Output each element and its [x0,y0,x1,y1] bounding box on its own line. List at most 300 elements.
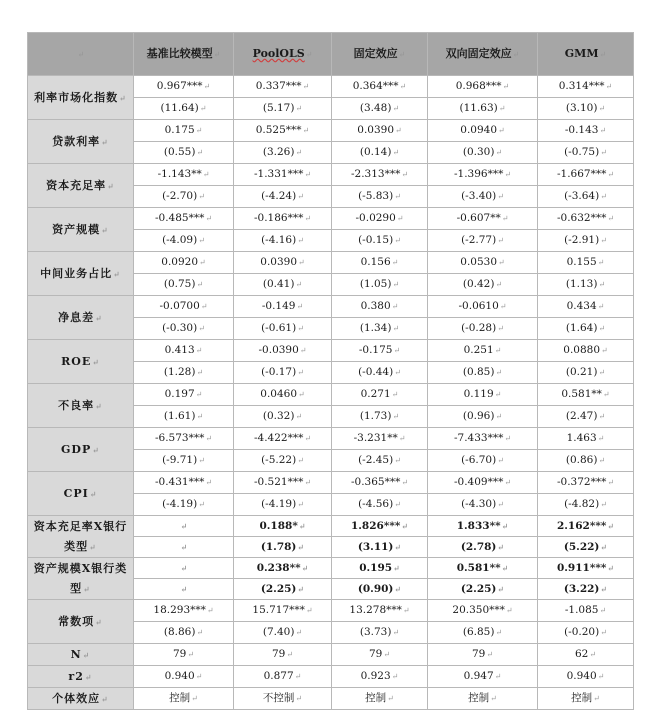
table-row [28,208,634,230]
paragraph-mark-icon: ↵ [295,280,303,289]
t-stat-cell-text: (-3.40) [461,190,497,202]
coefficient-cell [234,340,332,362]
coefficient-cell-text: -0.175 [358,344,393,356]
t-stat-cell [428,274,538,296]
paragraph-mark-icon: ↵ [113,268,121,279]
coefficient-cell-text: 0.0460 [260,388,298,400]
paragraph-mark-icon: ↵ [495,628,503,637]
paragraph-mark-icon: ↵ [600,542,608,552]
paragraph-mark-icon: ↵ [295,412,303,421]
coefficient-cell [134,384,234,406]
value-cell [428,666,538,688]
t-stat-cell-text: (-0.20) [564,626,600,638]
t-stat-cell [332,537,428,558]
coefficient-cell-text: -1.143** [157,168,202,180]
value-cell-text: 控制 [571,692,593,704]
coefficient-cell [538,558,634,579]
coefficient-cell [428,384,538,406]
coefficient-cell-text: 0.413 [164,344,195,356]
t-stat-cell [538,450,634,472]
t-stat-cell-text: (0.55) [163,146,196,158]
paragraph-mark-icon: ↵ [600,500,607,509]
t-stat-cell [234,362,332,384]
t-stat-cell [234,318,332,340]
t-stat-cell-text: (0.21) [565,366,598,378]
paragraph-mark-icon: ↵ [497,324,504,333]
coefficient-cell-text: 0.251 [463,344,494,356]
value-cell-text: 控制 [468,692,490,704]
paragraph-mark-icon: ↵ [504,434,512,443]
paragraph-mark-icon: ↵ [297,368,304,377]
table-row [28,558,634,579]
row-label [28,208,134,252]
coefficient-cell [332,600,428,622]
t-stat-cell [332,318,428,340]
paragraph-mark-icon: ↵ [399,82,407,91]
coefficient-cell-text: -3.231** [353,432,398,444]
value-cell [428,644,538,666]
header-cell-variable: ↵ [28,33,134,76]
t-stat-cell-text: (1.05) [359,278,392,290]
t-stat-cell-text: (-0.28) [461,322,497,334]
coefficient-cell [332,428,428,450]
paragraph-mark-icon: ↵ [598,412,606,421]
t-stat-cell [234,406,332,428]
paragraph-mark-icon: ↵ [195,672,203,681]
coefficient-cell-text: -2.313*** [350,168,401,180]
paragraph-mark-icon: ↵ [205,434,213,443]
value-cell-text: 79 [471,648,486,660]
t-stat-cell-text: (-4.82) [564,498,600,510]
coefficient-cell-text: 0.195 [359,562,393,574]
t-stat-cell-text: (0.96) [462,410,495,422]
paragraph-mark-icon: ↵ [297,324,304,333]
paragraph-mark-icon: ↵ [95,312,103,323]
header-row [28,33,634,76]
header-cell-gmm: GMM↵ [538,33,634,76]
paragraph-mark-icon: ↵ [589,650,597,659]
paragraph-mark-icon: ↵ [601,346,608,355]
coefficient-cell-text: 0.238** [256,562,301,574]
value-cell [332,688,428,710]
t-stat-cell-text: (2.25) [260,583,297,595]
paragraph-mark-icon: ↵ [598,324,606,333]
t-stat-cell [234,622,332,644]
coefficient-cell [332,252,428,274]
row-label [28,296,134,340]
coefficient-cell [538,296,634,318]
value-cell-text: 79 [368,648,383,660]
paragraph-mark-icon: ↵ [599,126,607,135]
t-stat-cell-text: (-0.30) [162,322,198,334]
paragraph-mark-icon: ↵ [294,672,302,681]
coefficient-cell-text: 2.162*** [556,520,607,532]
value-cell [332,666,428,688]
t-stat-cell [234,450,332,472]
coefficient-cell-text: 15.717*** [252,604,305,616]
table-body [28,76,634,710]
coefficient-cell-text: -0.607** [456,212,501,224]
paragraph-mark-icon: ↵ [297,542,305,552]
t-stat-cell-text: (1.61) [163,410,196,422]
coefficient-cell-text: 0.581** [561,388,602,400]
t-stat-cell [428,450,538,472]
paragraph-mark-icon: ↵ [607,563,615,573]
paragraph-mark-icon: ↵ [497,584,505,594]
paragraph-mark-icon: ↵ [494,346,502,355]
row-label-text: 中间业务占比 [40,266,113,280]
paragraph-mark-icon: ↵ [401,521,409,531]
coefficient-cell-text: 0.525*** [255,124,302,136]
paragraph-mark-icon: ↵ [392,628,400,637]
t-stat-cell [134,186,234,208]
value-cell-text: 62 [574,648,589,660]
t-stat-cell [428,186,538,208]
paragraph-mark-icon: ↵ [198,236,205,245]
coefficient-cell-text: -6.573*** [154,432,205,444]
t-stat-cell-text: (-2.70) [162,190,198,202]
t-stat-cell-text: (-0.44) [358,366,394,378]
paragraph-mark-icon: ↵ [196,628,204,637]
paragraph-mark-icon: ↵ [497,456,504,465]
coefficient-cell [538,472,634,494]
t-stat-cell-text: (0.90) [357,583,394,595]
table-row [28,164,634,186]
t-stat-cell-text: (3.11) [357,541,394,553]
paragraph-mark-icon: ↵ [295,104,303,113]
coefficient-cell-text: -0.632*** [556,212,607,224]
coefficient-cell [428,428,538,450]
value-cell [538,644,634,666]
t-stat-cell [332,450,428,472]
t-stat-cell [234,142,332,164]
paragraph-mark-icon: ↵ [394,236,401,245]
coefficient-cell-text: 0.155 [566,256,597,268]
value-cell [134,644,234,666]
coefficient-cell-text: -0.0290 [355,212,396,224]
paragraph-mark-icon: ↵ [600,192,607,201]
coefficient-cell [134,120,234,142]
paragraph-mark-icon: ↵ [199,258,206,267]
row-label [28,666,134,688]
paragraph-mark-icon: ↵ [180,584,188,594]
paragraph-mark-icon: ↵ [95,400,103,411]
paragraph-mark-icon: ↵ [195,390,203,399]
paragraph-mark-icon: ↵ [198,500,205,509]
coefficient-cell [538,120,634,142]
t-stat-cell [134,142,234,164]
paragraph-mark-icon: ↵ [392,280,400,289]
coefficient-cell [428,516,538,537]
paragraph-mark-icon: ↵ [92,356,100,367]
value-cell-text: 控制 [169,692,191,704]
coefficient-cell-text: 0.968*** [455,80,502,92]
table-row [28,296,634,318]
paragraph-mark-icon: ↵ [296,302,304,311]
coefficient-cell [428,164,538,186]
coefficient-cell [428,340,538,362]
t-stat-cell [234,98,332,120]
coefficient-cell [234,208,332,230]
coefficient-cell [234,252,332,274]
value-cell [332,644,428,666]
paragraph-mark-icon: ↵ [598,280,606,289]
paragraph-mark-icon: ↵ [286,650,294,659]
paragraph-mark-icon: ↵ [391,302,399,311]
t-stat-cell-text: (-4.19) [261,498,297,510]
t-stat-cell [234,537,332,558]
coefficient-cell [234,76,332,98]
row-label-text: GDP [61,442,92,456]
paragraph-mark-icon: ↵ [486,650,494,659]
coefficient-cell [332,164,428,186]
table-row [28,688,634,710]
paragraph-mark-icon: ↵ [402,606,410,615]
t-stat-cell-text: (-2.77) [461,234,497,246]
t-stat-cell [538,579,634,600]
paragraph-mark-icon: ↵ [501,563,509,573]
t-stat-cell-text: (2.78) [460,541,497,553]
t-stat-cell [134,450,234,472]
paragraph-mark-icon: ↵ [394,584,402,594]
t-stat-cell-text: (0.86) [565,454,598,466]
row-label-text: 常数项 [58,614,95,628]
coefficient-cell [134,340,234,362]
t-stat-cell-text: (0.41) [262,278,295,290]
coefficient-cell-text: 0.364*** [352,80,399,92]
coefficient-cell [428,76,538,98]
t-stat-cell [234,579,332,600]
paragraph-mark-icon: ↵ [119,92,127,103]
paragraph-mark-icon: ↵ [304,170,312,179]
paragraph-mark-icon: ↵ [504,170,512,179]
t-stat-cell [538,142,634,164]
row-label [28,558,134,600]
t-stat-cell [428,98,538,120]
coefficient-cell [332,472,428,494]
value-cell [538,666,634,688]
value-cell-text: 0.877 [263,670,294,682]
value-cell-text: 0.923 [360,670,391,682]
t-stat-cell [332,406,428,428]
coefficient-cell-text: -1.667*** [556,168,607,180]
coefficient-cell-text: 18.293*** [153,604,206,616]
paragraph-mark-icon: ↵ [401,170,409,179]
t-stat-cell-text: (-3.64) [564,190,600,202]
value-cell-text: 不控制 [262,692,295,704]
row-label [28,644,134,666]
paragraph-mark-icon: ↵ [395,126,402,135]
coefficient-cell-text: 0.197 [164,388,195,400]
value-cell-text: 79 [172,648,187,660]
paragraph-mark-icon: ↵ [499,302,507,311]
coefficient-cell [428,472,538,494]
coefficient-cell-text: -1.331*** [253,168,304,180]
paragraph-mark-icon: ↵ [597,434,605,443]
coefficient-cell [234,472,332,494]
coefficient-cell [134,76,234,98]
t-stat-cell [134,494,234,516]
t-stat-cell [428,579,538,600]
coefficient-cell [134,558,234,579]
t-stat-cell-text: (6.85) [462,626,495,638]
paragraph-mark-icon: ↵ [387,694,394,703]
t-stat-cell-text: (-0.17) [261,366,297,378]
paragraph-mark-icon: ↵ [304,478,312,487]
coefficient-cell [428,252,538,274]
paragraph-mark-icon: ↵ [607,521,615,531]
t-stat-cell-text: (0.42) [462,278,495,290]
paragraph-mark-icon: ↵ [394,456,401,465]
paragraph-mark-icon: ↵ [195,126,203,135]
paragraph-mark-icon: ↵ [297,192,304,201]
paragraph-mark-icon: ↵ [597,258,605,267]
coefficient-cell-text: -0.143 [564,124,599,136]
paragraph-mark-icon: ↵ [298,390,305,399]
row-label [28,384,134,428]
paragraph-mark-icon: ↵ [497,542,505,552]
paragraph-mark-icon: ↵ [199,104,207,113]
paragraph-mark-icon: ↵ [498,104,506,113]
row-label-text: 资产规模 [52,222,101,236]
coefficient-cell-text: 1.463 [566,432,597,444]
value-cell-text: 0.947 [463,670,494,682]
coefficient-cell [234,296,332,318]
header-cell-poolols: PoolOLS↵ [234,33,332,76]
coefficient-cell [134,472,234,494]
coefficient-cell-text: -0.186*** [253,212,304,224]
t-stat-cell-text: (-6.70) [461,454,497,466]
t-stat-cell [332,230,428,252]
paragraph-mark-icon: ↵ [297,500,304,509]
row-label [28,76,134,120]
coefficient-cell-text: -1.396*** [453,168,504,180]
value-cell [538,688,634,710]
paragraph-mark-icon: ↵ [495,280,503,289]
coefficient-cell-text: 1.833** [456,520,501,532]
table-row [28,644,634,666]
t-stat-cell-text: (11.64) [160,102,199,114]
coefficient-cell [332,384,428,406]
paragraph-mark-icon: ↵ [180,542,188,552]
value-cell [234,688,332,710]
paragraph-mark-icon: ↵ [302,126,310,135]
coefficient-cell [538,600,634,622]
paragraph-mark-icon: ↵ [101,693,109,704]
t-stat-cell-text: (5.17) [262,102,295,114]
t-stat-cell-text: (0.75) [163,278,196,290]
coefficient-cell [538,428,634,450]
paragraph-mark-icon: ↵ [392,148,400,157]
coefficient-cell-text: 0.0390 [357,124,395,136]
t-stat-cell [538,622,634,644]
paragraph-mark-icon: ↵ [392,324,400,333]
coefficient-cell [134,208,234,230]
paragraph-mark-icon: ↵ [393,563,400,573]
paragraph-mark-icon: ↵ [89,488,98,499]
paragraph-mark-icon: ↵ [497,192,504,201]
t-stat-cell [538,494,634,516]
paragraph-mark-icon: ↵ [398,434,406,443]
t-stat-cell [134,579,234,600]
t-stat-cell-text: (7.40) [262,626,295,638]
paragraph-mark-icon: ↵ [394,192,401,201]
t-stat-cell-text: (-4.09) [162,234,198,246]
t-stat-cell [332,274,428,296]
coefficient-cell-text: -0.372*** [556,476,607,488]
paragraph-mark-icon: ↵ [600,148,607,157]
coefficient-cell [538,384,634,406]
paragraph-mark-icon: ↵ [607,170,615,179]
t-stat-cell-text: (1.73) [359,410,392,422]
row-label-text: 资本充足率 [46,178,107,192]
coefficient-cell-text: 0.967*** [156,80,203,92]
coefficient-cell [428,296,538,318]
value-cell-text: 79 [271,648,286,660]
coefficient-cell [538,208,634,230]
row-label-text: 资产规模X银行类型 [33,561,128,595]
paragraph-mark-icon: ↵ [107,180,115,191]
table-row [28,252,634,274]
coefficient-cell [538,516,634,537]
t-stat-cell [134,230,234,252]
t-stat-cell [234,230,332,252]
t-stat-cell [428,406,538,428]
coefficient-cell-text: 0.337*** [255,80,302,92]
table-row [28,600,634,622]
coefficient-cell-text: 0.0390 [260,256,298,268]
paragraph-mark-icon: ↵ [498,126,505,135]
coefficient-cell-text: 0.314*** [558,80,605,92]
paragraph-mark-icon: ↵ [600,236,607,245]
header-cell-two-way-fixed: 双向固定效应↵ [428,33,538,76]
t-stat-cell-text: (-4.30) [461,498,497,510]
coefficient-cell-text: -0.0700 [159,300,200,312]
paragraph-mark-icon: ↵ [95,616,103,627]
paragraph-mark-icon: ↵ [304,214,312,223]
t-stat-cell [332,494,428,516]
table-row [28,120,634,142]
t-stat-cell-text: (0.14) [359,146,392,158]
t-stat-cell-text: (3.26) [262,146,295,158]
coefficient-cell-text: -7.433*** [453,432,504,444]
t-stat-cell-text: (8.86) [163,626,196,638]
paragraph-mark-icon: ↵ [597,672,605,681]
paragraph-mark-icon: ↵ [394,500,401,509]
paragraph-mark-icon: ↵ [383,650,391,659]
table-row [28,428,634,450]
paragraph-mark-icon: ↵ [394,542,402,552]
value-cell-text: 0.940 [566,670,597,682]
coefficient-cell [234,558,332,579]
table-row [28,472,634,494]
paragraph-mark-icon: ↵ [505,606,513,615]
paragraph-mark-icon: ↵ [394,368,401,377]
coefficient-cell-text: -4.422*** [253,432,304,444]
t-stat-cell [332,186,428,208]
paragraph-mark-icon: ↵ [82,649,91,660]
t-stat-cell [538,362,634,384]
value-cell [234,644,332,666]
paragraph-mark-icon: ↵ [495,412,503,421]
coefficient-cell [134,164,234,186]
paragraph-mark-icon: ↵ [205,214,213,223]
coefficient-cell-text: 0.119 [463,388,494,400]
coefficient-cell [428,120,538,142]
paragraph-mark-icon: ↵ [391,390,399,399]
paragraph-mark-icon: ↵ [295,694,303,703]
t-stat-cell [134,318,234,340]
